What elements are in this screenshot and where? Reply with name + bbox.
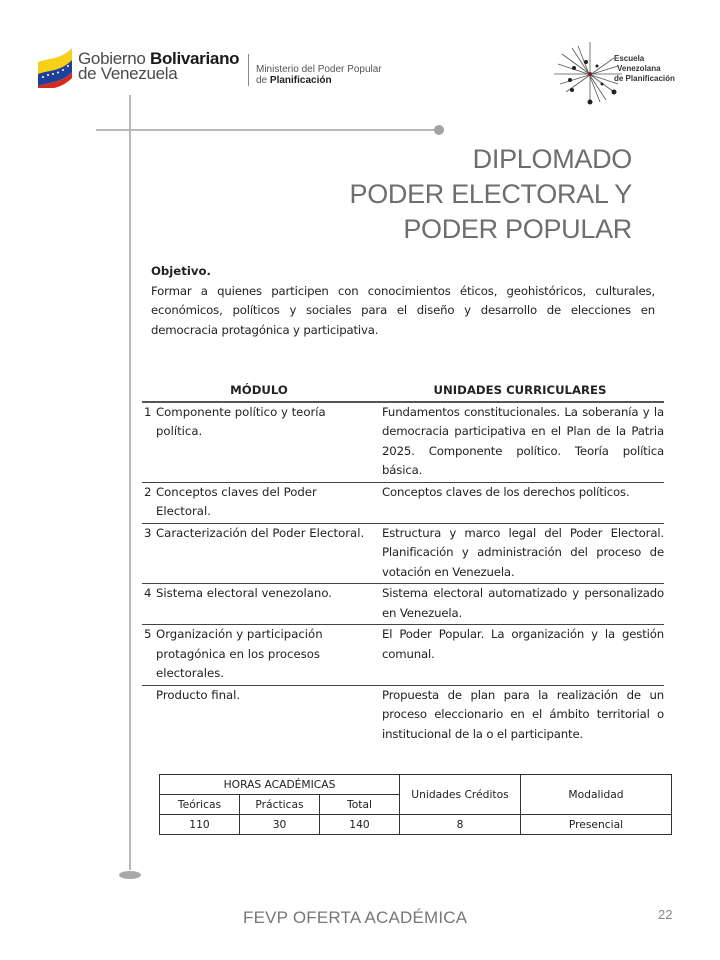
government-name [78,51,239,81]
module-number: 2 [142,482,156,523]
ministry-line1: Ministerio del Poder Popular [256,64,382,75]
page-title [349,142,632,247]
modality-value: Presencial [521,815,672,835]
module-units: El Poder Popular. La organización y la gestión comunal. [376,625,664,686]
module-number [142,685,156,745]
total-header: Total [320,795,400,815]
units-column-header: UNIDADES CURRICULARES [376,381,664,402]
objective-section [151,262,655,340]
decorative-vertical-line [129,95,131,870]
module-name: Componente político y teoría política. [156,402,376,483]
modality-header: Modalidad [521,775,672,815]
module-column-header: MÓDULO [142,381,376,402]
module-number: 1 [142,402,156,483]
school-name-line2: Venezolana [617,64,661,73]
practical-hours: 30 [240,815,320,835]
academic-hours-header: HORAS ACADÉMICAS [160,775,400,795]
table-row [142,625,664,686]
government-logo [38,44,398,94]
ministry-name [256,64,382,86]
module-number: 3 [142,523,156,584]
table-row [142,584,664,625]
gov-name-line2: de Venezuela [78,64,178,83]
module-units: Estructura y marco legal del Poder Electoral. Planificación y administración del proceso de votación en Venezuela. [376,523,664,584]
total-hours: 140 [320,815,400,835]
gov-name-regular: Gobierno [78,49,150,68]
module-number: 4 [142,584,156,625]
title-line2: PODER ELECTORAL Y [349,179,632,209]
logo-separator [248,54,249,86]
table-row [142,482,664,523]
module-name: Conceptos claves del Poder Electoral. [156,482,376,523]
module-units: Conceptos claves de los derechos políticos. [376,482,664,523]
objective-label: Objetivo. [151,264,211,278]
venezuela-flag-icon [38,44,74,88]
decorative-line-dot [434,125,444,135]
module-name: Organización y participación protagónica en los procesos electorales. [156,625,376,686]
modules-table [142,381,664,745]
module-name: Producto final. [156,687,241,702]
table-row [142,402,664,483]
gov-name-bold: Bolivariano [149,49,240,68]
academic-hours-table [159,774,672,835]
school-name [614,54,675,84]
decorative-line-end-dot [119,871,141,879]
module-units: Sistema electoral automatizado y personalizado en Venezuela. [376,584,664,625]
credit-units: 8 [400,815,521,835]
school-logo [552,40,682,106]
practical-header: Prácticas [240,795,320,815]
credits-header: Unidades Créditos [400,775,521,815]
objective-text: Formar a quienes participen con conocimientos éticos, geohistóricos, culturales, económicos, políticos y sociales para el diseño y desarrollo de elecciones en democracia protagónica y participativa. [151,283,655,337]
hours-values-row [160,815,672,835]
school-name-line3: de Planificación [614,74,675,83]
module-name: Caracterización del Poder Electoral. [156,523,376,584]
module-units: Fundamentos constitucionales. La soberanía y la democracia participativa en el Plan de la Patria 2025. Componente político. Teoría política básica. [376,402,664,483]
starburst-icon [552,40,622,106]
page-number: 22 [658,907,673,922]
hours-header-row [160,775,672,795]
school-name-line1: Escuela [614,54,645,63]
module-units: Propuesta de plan para la realización de un proceso eleccionario en el ámbito territorial o institucional de la o el participante. [382,687,664,741]
theoretical-hours: 110 [160,815,240,835]
title-line1: DIPLOMADO [472,144,632,174]
module-name: Sistema electoral venezolano. [156,584,376,625]
module-number: 5 [142,625,156,686]
modules-header-row [142,381,664,402]
ministry-line2-regular: de [256,75,270,86]
footer-text: FEVP OFERTA ACADÉMICA [243,908,468,927]
title-line3: PODER POPULAR [403,214,632,244]
table-row [142,685,664,745]
table-row [142,523,664,584]
decorative-horizontal-line [96,129,436,131]
ministry-line2-bold: Planificación [269,75,332,86]
theoretical-header: Teóricas [160,795,240,815]
